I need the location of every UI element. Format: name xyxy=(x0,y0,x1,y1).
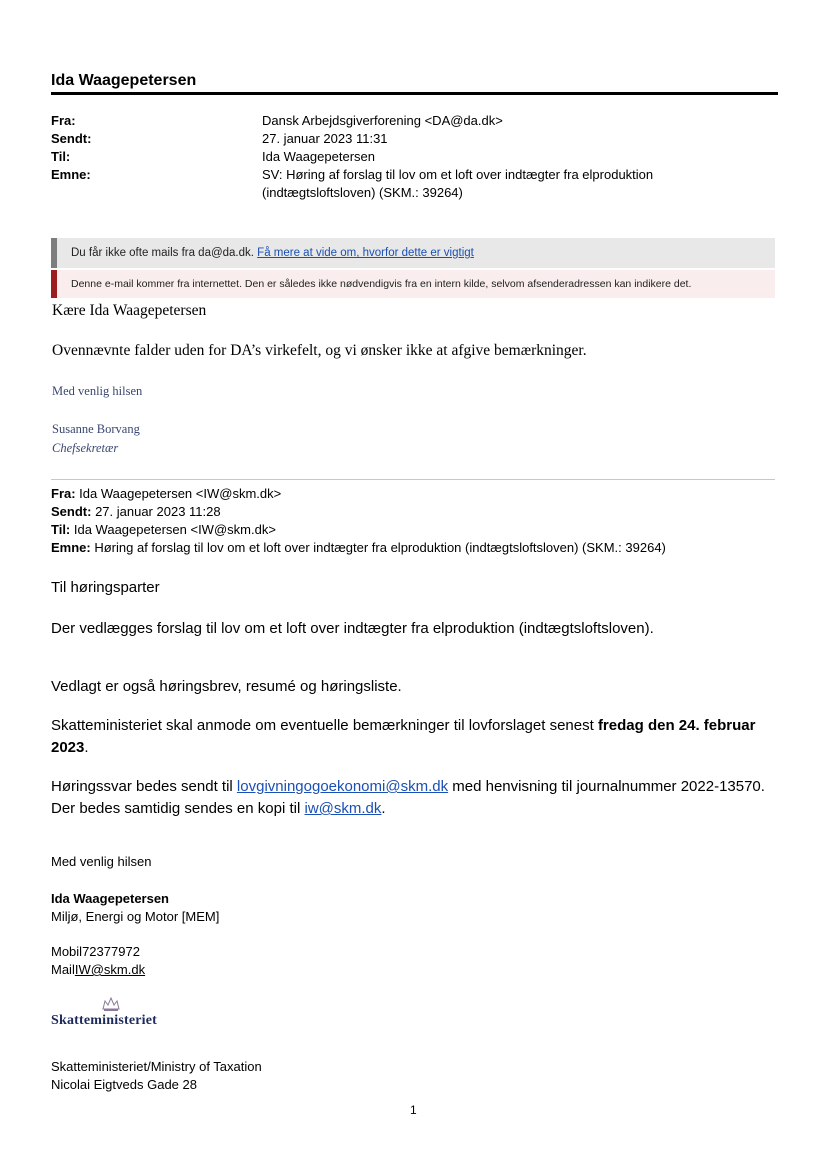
subject-label: Emne: xyxy=(51,167,91,182)
banner-info-text: Du får ikke ofte mails fra da@da.dk. xyxy=(71,247,258,259)
forward-divider xyxy=(51,479,775,480)
original-paragraph-3 xyxy=(51,715,776,759)
fw-from xyxy=(51,485,281,503)
document-title: Ida Waagepetersen xyxy=(51,72,197,89)
from-value: Dansk Arbejdsgiverforening <DA@da.dk> xyxy=(262,113,503,128)
original-paragraph-4 xyxy=(51,776,776,820)
p3-text-a: Skatteministeriet skal anmode om eventuelle bemærkninger til lovforslaget senest xyxy=(51,717,598,734)
sent-label: Sendt: xyxy=(51,131,92,146)
subject-value: SV: Høring af forslag til lov om et loft over indtægter fra elproduktion (indtægtsloftsloven) (SKM.: 39264) xyxy=(262,167,654,200)
original-mail xyxy=(51,961,145,979)
skatteministeriet-logo xyxy=(51,995,176,1035)
fw-sent xyxy=(51,503,221,521)
original-paragraph-2: Vedlagt er også høringsbrev, resumé og høringsliste. xyxy=(51,678,402,695)
reply-sender-title: Chefsekretær xyxy=(52,441,119,455)
org-name: Skatteministeriet/Ministry of Taxation xyxy=(51,1059,262,1074)
reply-body: Ovennævnte falder uden for DA’s virkefelt, og vi ønsker ikke at afgive bemærkninger. xyxy=(52,342,587,359)
fw-subject xyxy=(51,539,666,557)
fw-subject-value: Høring af forslag til lov om et loft over indtægter fra elproduktion (indtægtsloftsloven) (SKM.: 39264) xyxy=(90,540,666,555)
reply-closing: Med venlig hilsen xyxy=(52,384,143,398)
original-department: Miljø, Energi og Motor [MEM] xyxy=(51,909,220,924)
mail-link[interactable]: IW@skm.dk xyxy=(74,962,146,977)
p3-deadline: fredag den 24. februar 2023 xyxy=(51,717,756,756)
to-value: Ida Waagepetersen xyxy=(262,149,375,164)
p4-text-c: . xyxy=(381,800,386,817)
mail-label: Mail xyxy=(51,962,75,977)
email-link-lovgivning[interactable]: lovgivningogoekonomi@skm.dk xyxy=(236,778,449,795)
original-paragraph-1: Der vedlægges forslag til lov om et loft over indtægter fra elproduktion (indtægtsloftsloven). xyxy=(51,620,654,637)
fw-from-label: Fra: xyxy=(51,486,76,501)
fw-sent-value: 27. januar 2023 11:28 xyxy=(91,504,221,519)
fw-to-label: Til: xyxy=(51,522,71,537)
banner-warning-text: Denne e-mail kommer fra internettet. Den er således ikke nødvendigvis fra en intern kilde, selvom afsenderadressen kan indikere det. xyxy=(71,278,692,290)
fw-to-value: Ida Waagepetersen <IW@skm.dk> xyxy=(70,522,276,537)
original-sender-name: Ida Waagepetersen xyxy=(51,891,170,906)
title-rule xyxy=(51,92,778,95)
fw-to xyxy=(51,521,276,539)
mobile-label: Mobil xyxy=(51,944,83,959)
fw-sent-label: Sendt: xyxy=(51,504,92,519)
fw-from-value: Ida Waagepetersen <IW@skm.dk> xyxy=(75,486,282,501)
original-salutation: Til høringsparter xyxy=(51,579,160,596)
sent-value: 27. januar 2023 11:31 xyxy=(262,131,388,146)
fw-subject-label: Emne: xyxy=(51,540,91,555)
from-label: Fra: xyxy=(51,113,76,128)
external-sender-banner xyxy=(51,238,775,268)
mobile-value: 72377972 xyxy=(82,944,140,959)
org-address: Nicolai Eigtveds Gade 28 xyxy=(51,1077,197,1092)
email-link-iw[interactable]: iw@skm.dk xyxy=(304,800,382,817)
p4-text-a: Høringssvar bedes sendt til xyxy=(51,778,237,795)
p3-text-b: . xyxy=(84,739,89,756)
original-mobile xyxy=(51,943,140,961)
to-label: Til: xyxy=(51,149,71,164)
p4-text-b: med henvisning til journalnummer 2022-13570. Der bedes samtidig sendes en kopi til xyxy=(51,778,765,817)
original-closing: Med venlig hilsen xyxy=(51,854,152,869)
reply-sender-name: Susanne Borvang xyxy=(52,422,140,436)
page-number: 1 xyxy=(410,1103,417,1117)
banner-info-link[interactable]: Få mere at vide om, hvorfor dette er vigtigt xyxy=(257,247,474,259)
external-warning-banner xyxy=(51,270,775,298)
crown-icon xyxy=(101,995,121,1013)
reply-greeting: Kære Ida Waagepetersen xyxy=(52,302,207,319)
logo-text: Skatteministeriet xyxy=(51,1013,158,1028)
